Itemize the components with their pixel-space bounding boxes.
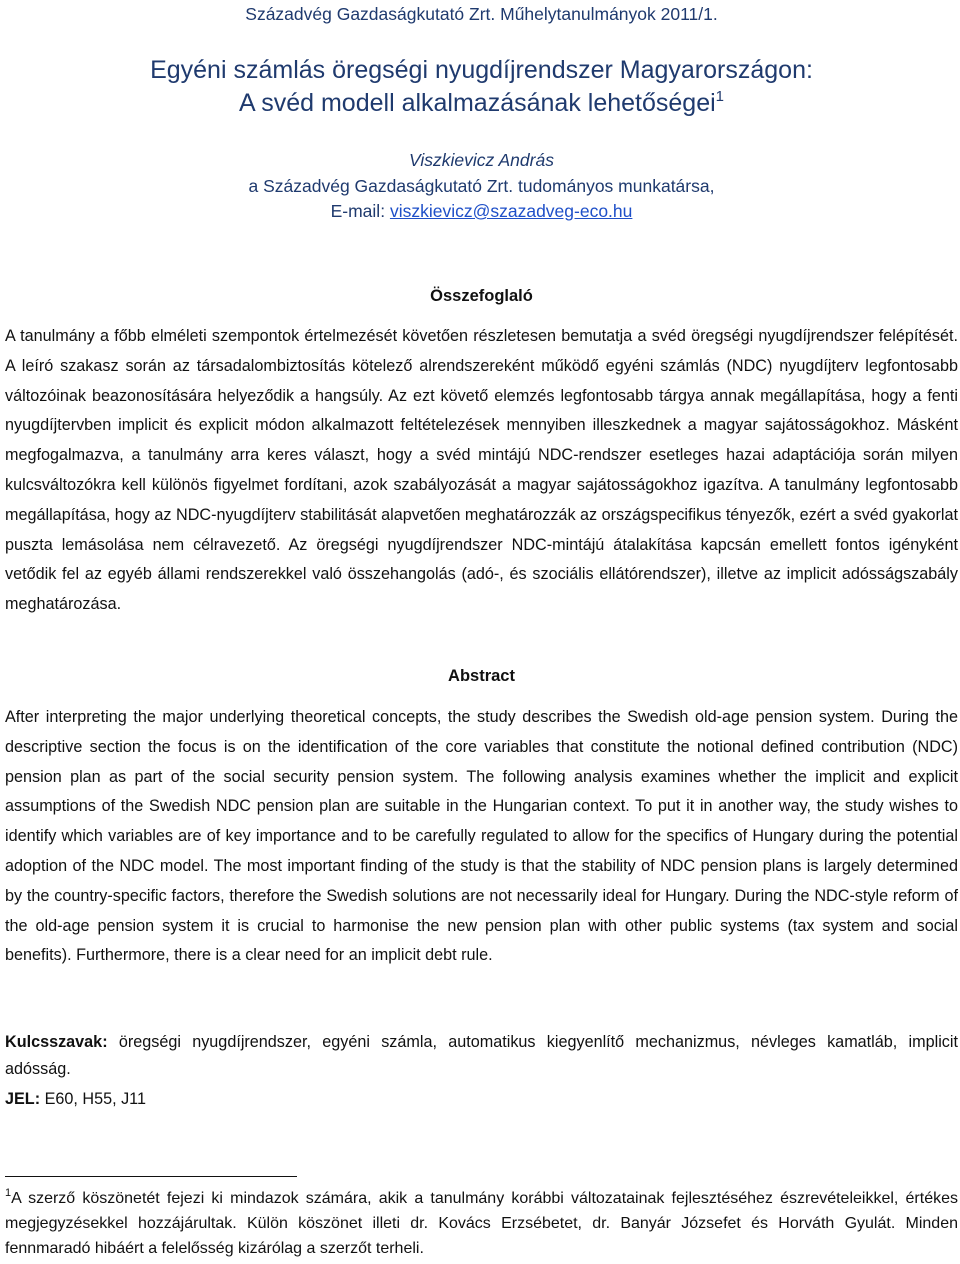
abstract-paragraph: After interpreting the major underlying theoretical concepts, the study describes the Swedish old-age pension system. During the descriptive section the focus is on the identification of the core variables that constitute the notional defined contribution (NDC) pension plan as part of the social security pension system. The following analysis examines whether the implicit and explicit assumptions of the Swedish NDC pension plan are suitable in the Hungarian context. To put it in another way, the study wishes to identify which variables are of key importance and to be carefully regulated to allow for the specifics of Hungary during the potential adoption of the NDC model. The most important finding of the study is that the stability of NDC pension plans is largely determined by the country-specific factors, therefore the Swedish solutions are not necessarily ideal for Hungary. During the NDC-style reform of the old-age pension system it is crucial to harmonise the new pension plan with other public systems (tax system and social benefits). Furthermore, there is a clear need for an implicit debt rule. [5,708,958,965]
abstract-heading: Abstract [448,667,515,685]
footnote-text: A szerző köszönetét fejezi ki mindazok számára, akik a tanulmány korábbi változatainak fejlesztéséhez észrevételeikkel, értékes megjegyzésekkel hozzájárultak. Külön köszönet illeti dr. Kovács Erzsébetet, dr. Banyár Józsefet és Horváth Gyulát. Minden fennmaradó hibáért a felelősség kizárólag a szerzőt terheli. [5,1190,958,1257]
title-line-1: Egyéni számlás öregségi nyugdíjrendszer Magyarországon: [150,56,813,84]
jel-codes [5,1086,958,1113]
email-label: E-mail: [330,201,386,221]
title-line-2 [5,87,958,120]
keywords-label: Kulcsszavak: [5,1033,108,1051]
email-link[interactable]: viszkievicz@szazadveg-eco.hu [389,201,633,221]
paper-title [5,54,958,120]
footnote [5,1186,958,1261]
author-block [5,148,958,225]
summary-paragraph: A tanulmány a főbb elméleti szempontok értelmezését követően részletesen bemutatja a svéd öregségi nyugdíjrendszer felépítését. A leíró szakasz során az társadalombiztosítás kötelező alrendszereként működő egyéni számlás (NDC) nyugdíjterv legfontosabb változóinak beazonosítására helyeződik a hangsúly. Az ezt követő elemzés legfontosabb tárgya annak megállapítása, hogy a fenti nyugdíjtervben implicit és explicit módon alkalmazott feltételezések mennyiben illeszkednek a magyar sajátosságokhoz. Másként megfogalmazva, a tanulmány arra keres választ, hogy a svéd mintájú NDC-rendszer esetleges hazai adaptációja során milyen kulcsváltozókra kell különös figyelmet fordítani, azok szabályozását a magyar sajátosságokhoz igazítva. A tanulmány legfontosabb megállapítása, hogy az NDC-nyugdíjterv stabilitását alapvetően meghatározzák az országspecifikus tényezők, ezért a svéd gyakorlat puszta lemásolása nem célravezető. Az öregségi nyugdíjrendszer NDC-mintájú átalakítása kapcsán emellett fontos igényként vetődik fel az egyéb állami rendszerekkel való összehangolás (adó-, és szociális ellátórendszer), illetve az implicit adósságszabály meghatározása. [5,327,958,614]
title-line-2-text: A svéd modell alkalmazásának lehetőségei [238,89,716,117]
author-name: Viszkievicz András [409,150,554,170]
footnote-mark: 1 [5,1187,12,1199]
series-header: Századvég Gazdaságkutató Zrt. Műhelytanulmányok 2011/1. [245,4,718,24]
footnote-divider [5,1176,297,1177]
author-affiliation: a Századvég Gazdaságkutató Zrt. tudományos munkatársa, [248,175,715,196]
title-footnote-mark[interactable]: 1 [715,88,725,105]
author-email-line [5,199,958,225]
jel-text: E60, H55, J11 [44,1090,146,1108]
jel-label: JEL: [5,1090,41,1108]
summary-heading: Összefoglaló [430,287,533,305]
keywords-text: öregségi nyugdíjrendszer, egyéni számla, automatikus kiegyenlítő mechanizmus, névleges kamatláb, implicit adósság. [5,1033,958,1078]
keywords [5,1029,958,1083]
